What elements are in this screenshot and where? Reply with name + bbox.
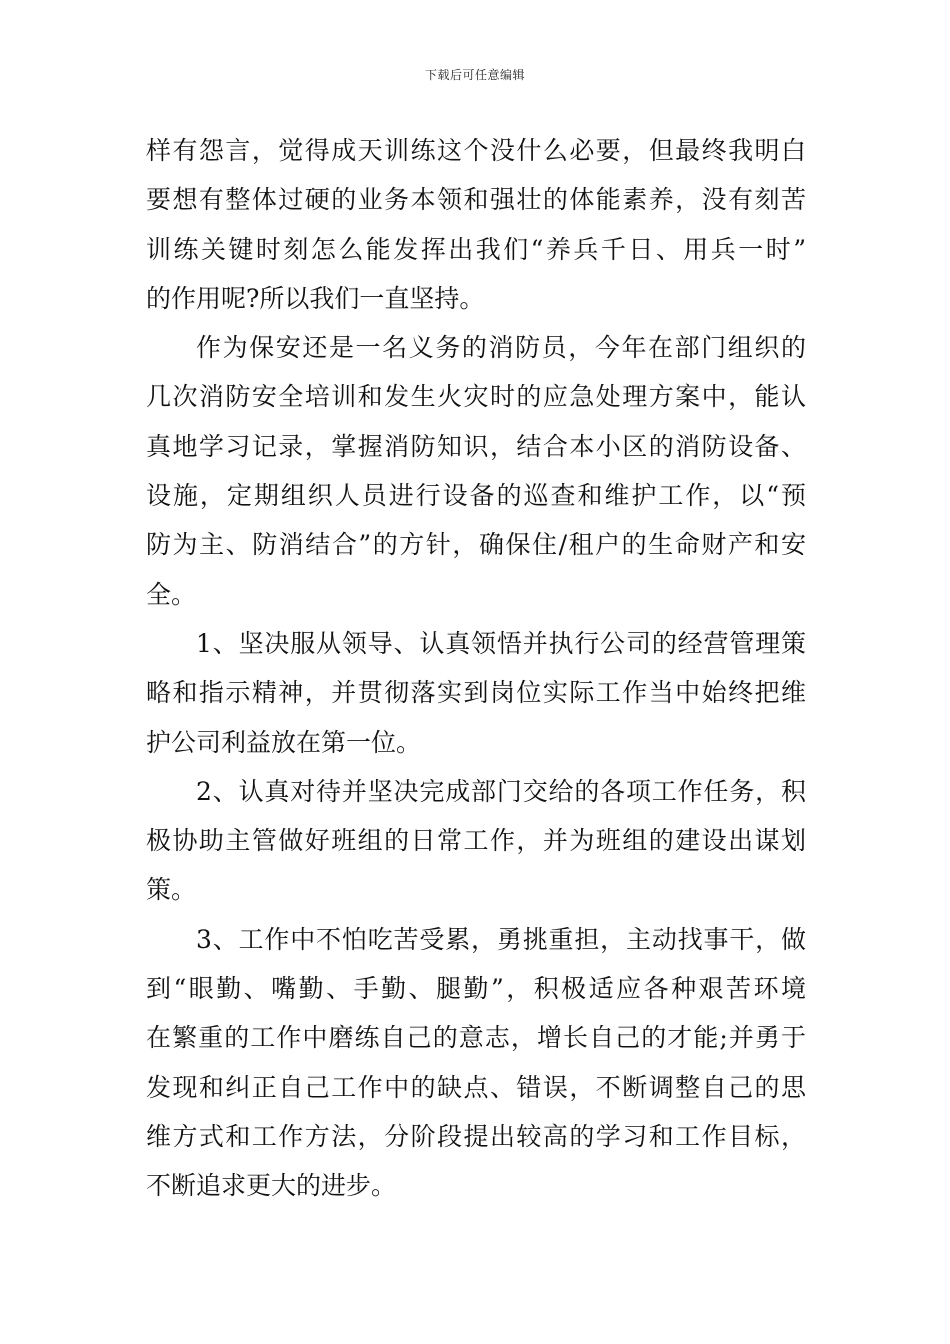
paragraph-4 — [146, 767, 806, 915]
text-line: 作为保安还是一名义务的消防员，今年在部门组织的 — [196, 333, 806, 363]
text-line: 真地学习记录，掌握消防知识，结合本小区的消防设备、 — [146, 431, 806, 461]
text-line: 的作用呢?所以我们一直坚持。 — [146, 283, 485, 313]
text-line: 设施，定期组织人员进行设备的巡查和维护工作，以“预 — [146, 481, 806, 511]
text-line: 发现和纠正自己工作中的缺点、错误，不断调整自己的思 — [146, 1072, 806, 1102]
text-line: 略和指示精神，并贯彻落实到岗位实际工作当中始终把维 — [146, 678, 806, 708]
header-note: 下载后可任意编辑 — [424, 68, 525, 82]
text-line: 训练关键时刻怎么能发挥出我们“养兵千日、用兵一时” — [146, 234, 806, 264]
text-line: 策。 — [146, 875, 197, 905]
text-line: 防为主、防消结合”的方针，确保住/租户的生命财产和安 — [146, 530, 806, 560]
text-line: 在繁重的工作中磨练自己的意志，增长自己的才能;并勇于 — [146, 1023, 806, 1053]
text-line: 到“眼勤、嘴勤、手勤、腿勤”，积极适应各种艰苦环境 — [146, 974, 806, 1004]
text-line: 不断追求更大的进步。 — [146, 1171, 397, 1201]
text-line: 几次消防安全培训和发生火灾时的应急处理方案中，能认 — [146, 382, 806, 412]
text-line: 全。 — [146, 579, 197, 609]
document-body — [146, 126, 806, 1211]
text-line: 护公司利益放在第一位。 — [146, 727, 422, 757]
paragraph-3 — [146, 619, 806, 767]
paragraph-5 — [146, 915, 806, 1211]
paragraph-1 — [146, 126, 806, 323]
text-line: 3、工作中不怕吃苦受累，勇挑重担，主动找事干，做 — [196, 924, 806, 954]
text-line: 维方式和工作方法，分阶段提出较高的学习和工作目标， — [146, 1121, 806, 1151]
text-line: 2、认真对待并坚决完成部门交给的各项工作任务，积 — [196, 776, 806, 806]
text-line: 要想有整体过硬的业务本领和强壮的体能素养，没有刻苦 — [146, 185, 806, 215]
text-line: 样有怨言，觉得成天训练这个没什么必要，但最终我明白 — [146, 136, 806, 165]
paragraph-2 — [146, 323, 806, 619]
text-line: 1、坚决服从领导、认真领悟并执行公司的经营管理策 — [196, 628, 806, 658]
text-line: 极协助主管做好班组的日常工作，并为班组的建设出谋划 — [146, 826, 806, 856]
